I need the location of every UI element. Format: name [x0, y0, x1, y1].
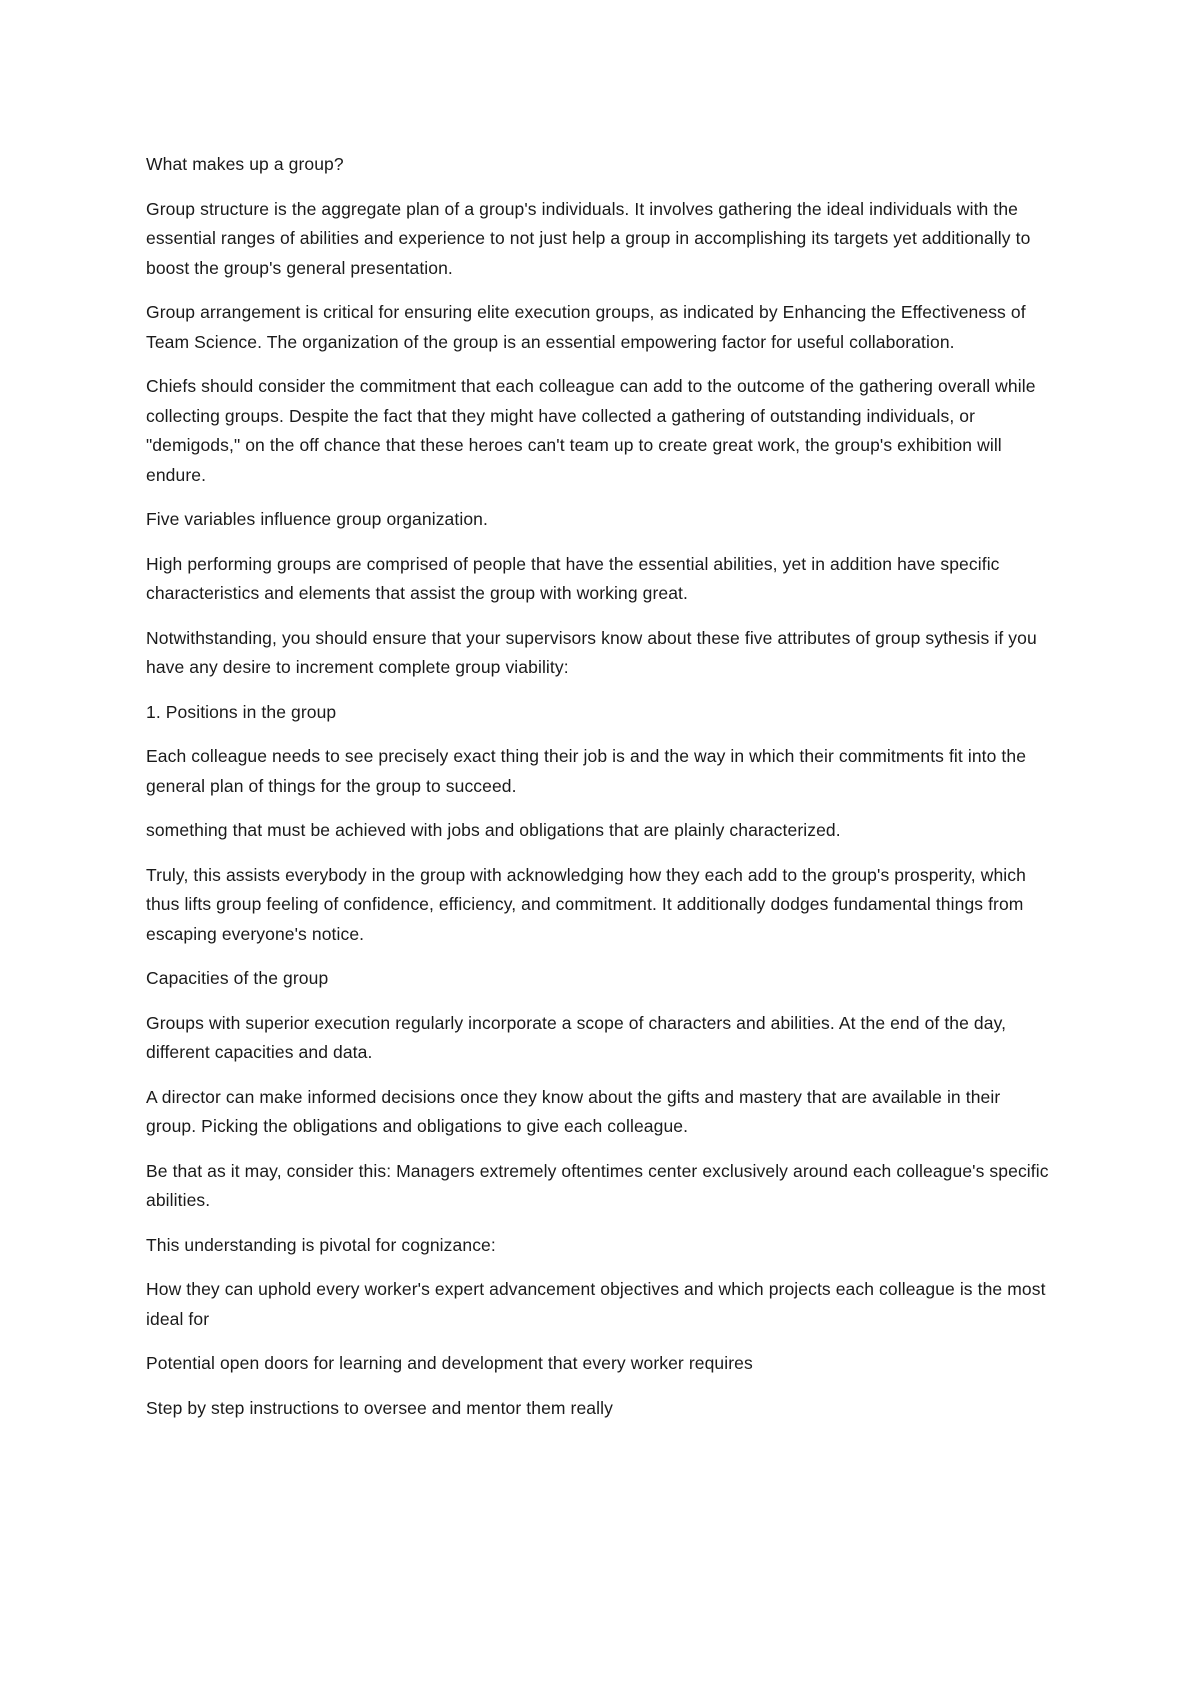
paragraph: something that must be achieved with jobs and obligations that are plainly characterized. [146, 820, 841, 840]
section-heading: Capacities of the group [146, 968, 329, 988]
paragraph: Be that as it may, consider this: Managers extremely oftentimes center exclusively around each colleague's specific abilities. [146, 1160, 1049, 1210]
paragraph: Groups with superior execution regularly incorporate a scope of characters and abilities. At the end of the day, different capacities and data. [146, 1012, 1007, 1062]
paragraph: How they can uphold every worker's expert advancement objectives and which projects each colleague is the most ideal for [146, 1279, 1046, 1329]
paragraph: High performing groups are comprised of people that have the essential abilities, yet in addition have specific characteristics and elements that assist the group with working great. [146, 553, 1000, 603]
paragraph: This understanding is pivotal for cognizance: [146, 1234, 496, 1255]
paragraph: Group structure is the aggregate plan of a group's individuals. It involves gathering the ideal individuals with the essential ranges of abilities and experience to not just help a group in accomplishing its targets yet additionally to boost the group's general presentation. [146, 198, 1031, 278]
paragraph: Truly, this assists everybody in the group with acknowledging how they each add to the group's prosperity, which thus lifts group feeling of confidence, efficiency, and commitment. It additionally dodges fundamental things from escaping everyone's notice. [146, 864, 1026, 944]
paragraph: Each colleague needs to see precisely exact thing their job is and the way in which their commitments fit into the general plan of things for the group to succeed. [146, 746, 1027, 796]
paragraph: A director can make informed decisions once they know about the gifts and mastery that are available in their group. Picking the obligations and obligations to give each colleague. [146, 1086, 1001, 1136]
paragraph: Notwithstanding, you should ensure that your supervisors know about these five attributes of group sythesis if you have any desire to increment complete group viability: [146, 627, 1037, 677]
paragraph: Five variables influence group organization. [146, 509, 488, 529]
paragraph: Step by step instructions to oversee and mentor them really [146, 1397, 613, 1418]
section-heading: 1. Positions in the group [146, 701, 337, 722]
paragraph: Group arrangement is critical for ensuring elite execution groups, as indicated by Enhancing the Effectiveness of Team Science. The organization of the group is an essential empowering factor for useful collaboration. [146, 302, 1026, 352]
paragraph: Potential open doors for learning and development that every worker requires [146, 1353, 753, 1373]
document-body [146, 150, 1050, 1423]
paragraph: Chiefs should consider the commitment that each colleague can add to the outcome of the gathering overall while collecting groups. Despite the fact that they might have collected a gathering of outstanding individuals, or "demigods," on the off chance that these heroes can't team up to create great work, the group's exhibition will endure. [146, 376, 1036, 485]
heading-question: What makes up a group? [146, 154, 344, 174]
